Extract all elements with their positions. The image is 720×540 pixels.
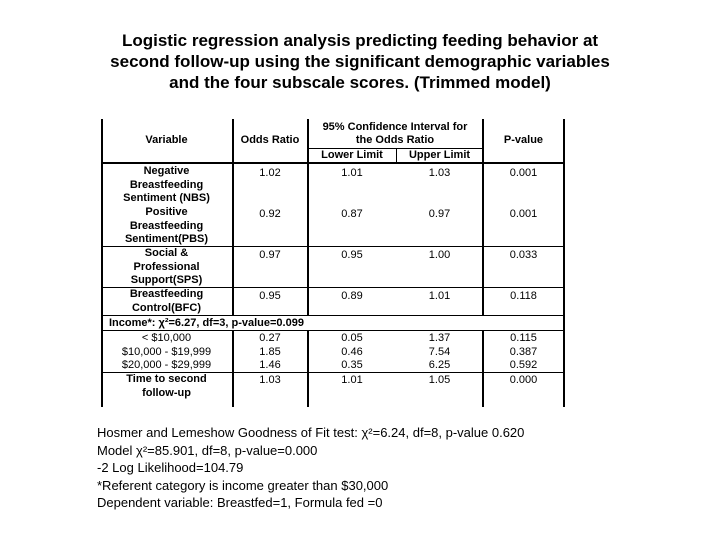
upper-limit-value: 1.37 xyxy=(428,332,451,344)
upper-limit-value: 1.00 xyxy=(428,249,451,261)
header-ci-line-1: 95% Confidence Interval for xyxy=(322,121,468,133)
p-value: 0.387 xyxy=(509,346,538,358)
odds-ratio-value: 1.02 xyxy=(259,167,281,179)
row-variable: $10,000 - $19,999 xyxy=(121,346,212,358)
upper-limit-value: 1.03 xyxy=(428,167,451,179)
header-variable: Variable xyxy=(145,134,188,146)
regression-table xyxy=(101,119,565,407)
row-variable: Time to second follow-up xyxy=(126,373,207,399)
odds-ratio-value: 1.46 xyxy=(259,359,281,371)
table-notes xyxy=(97,424,524,512)
header-p-value: P-value xyxy=(503,134,544,146)
referent-category-note: *Referent category is income greater than $30,000 xyxy=(97,477,389,493)
hosmer-lemeshow-note: Hosmer and Lemeshow Goodness of Fit test: χ²=6.24, df=8, p-value 0.620 xyxy=(97,425,525,440)
row-variable: Social & Professional Support(SPS) xyxy=(130,247,203,286)
lower-limit-value: 0.95 xyxy=(341,249,363,261)
header-odds-ratio: Odds Ratio xyxy=(240,134,300,146)
p-value: 0.001 xyxy=(509,208,538,220)
header-ci-line-2: the Odds Ratio xyxy=(355,134,435,146)
row-rule-4 xyxy=(101,330,565,331)
model-chi-square-note: Model χ²=85.901, df=8, p-value=0.000 xyxy=(97,442,318,458)
lower-limit-value: 1.01 xyxy=(341,167,363,179)
income-heading: Income*: χ²=6.27, df=3, p-value=0.099 xyxy=(109,317,304,329)
dependent-variable-note: Dependent variable: Breastfed=1, Formula fed =0 xyxy=(97,495,383,510)
lower-limit-value: 0.87 xyxy=(341,208,363,220)
lower-limit-value: 0.35 xyxy=(341,359,363,371)
upper-limit-value: 0.97 xyxy=(428,208,451,220)
odds-ratio-value: 0.97 xyxy=(259,249,281,261)
lower-limit-value: 0.05 xyxy=(341,332,363,344)
odds-ratio-value: 0.92 xyxy=(259,208,281,220)
title-line-2: second follow-up using the significant demographic variables xyxy=(110,52,610,71)
odds-ratio-value: 0.95 xyxy=(259,290,281,302)
row-variable: < $10,000 xyxy=(141,332,192,344)
p-value: 0.001 xyxy=(509,167,538,179)
log-likelihood-note: -2 Log Likelihood=104.79 xyxy=(97,460,244,475)
odds-ratio-value: 0.27 xyxy=(259,332,281,344)
p-value: 0.115 xyxy=(510,332,537,344)
odds-ratio-value: 1.03 xyxy=(259,374,281,386)
row-variable: Positive Breastfeeding Sentiment(PBS) xyxy=(124,206,209,245)
lower-limit-value: 0.89 xyxy=(341,290,363,302)
header-lower-limit: Lower Limit xyxy=(321,149,383,161)
row-variable: Breastfeeding Control(BFC) xyxy=(129,288,204,314)
upper-limit-value: 1.01 xyxy=(428,290,451,302)
row-rule-3 xyxy=(101,315,565,316)
lower-limit-value: 1.01 xyxy=(341,374,363,386)
p-value: 0.033 xyxy=(509,249,538,261)
upper-limit-value: 1.05 xyxy=(428,374,451,386)
upper-limit-value: 6.25 xyxy=(428,359,451,371)
upper-limit-value: 7.54 xyxy=(428,346,451,358)
p-value: 0.592 xyxy=(509,359,538,371)
title-line-1: Logistic regression analysis predicting feeding behavior at xyxy=(121,31,599,50)
header-bottom-rule xyxy=(101,162,565,164)
page-title xyxy=(60,30,660,93)
lower-limit-value: 0.46 xyxy=(341,346,363,358)
row-variable: Negative Breastfeeding Sentiment (NBS) xyxy=(123,165,210,204)
p-value: 0.118 xyxy=(510,290,537,302)
p-value: 0.000 xyxy=(509,374,538,386)
odds-ratio-value: 1.85 xyxy=(259,346,281,358)
title-line-3: and the four subscale scores. (Trimmed model) xyxy=(169,73,551,92)
row-variable: $20,000 - $29,999 xyxy=(121,359,212,371)
header-upper-limit: Upper Limit xyxy=(408,149,471,161)
